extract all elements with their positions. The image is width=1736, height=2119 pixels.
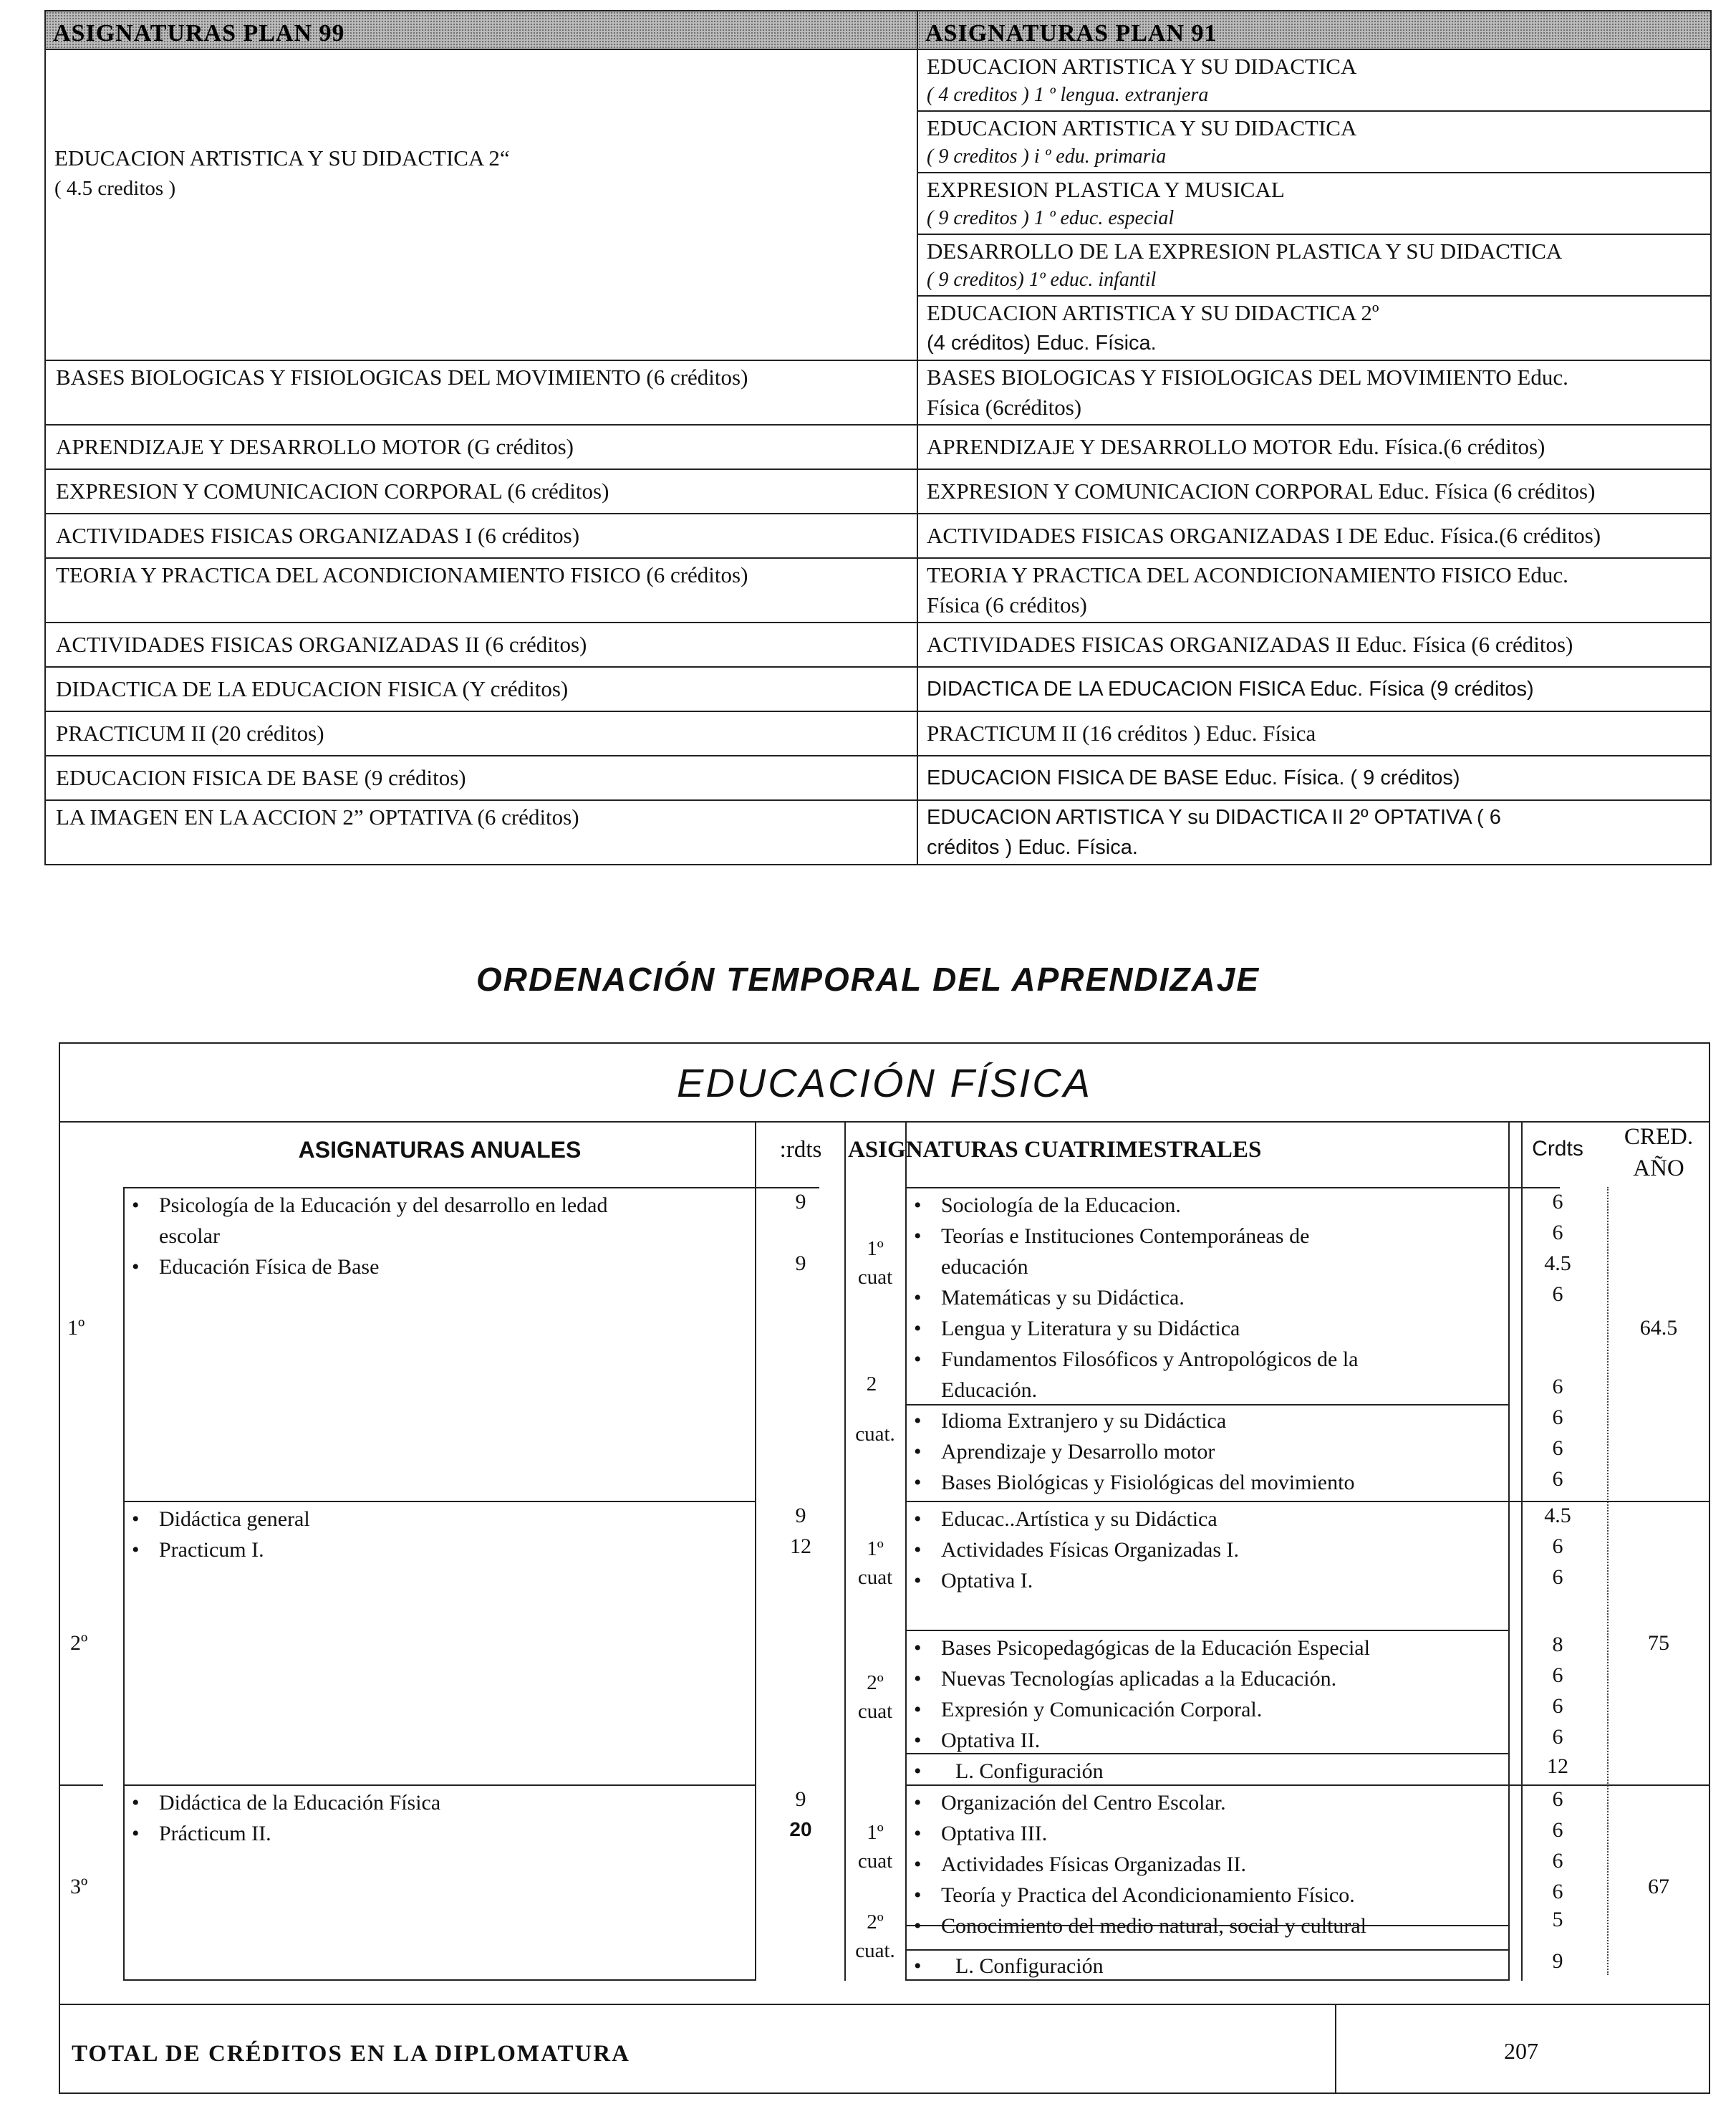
plan91-cell: DIDACTICA DE LA EDUCACION FISICA Educ. Física (9 créditos): [917, 667, 1711, 711]
credit-value: 6: [1552, 1663, 1563, 1687]
credit-value: 20: [789, 1818, 812, 1840]
plan99-cell: [45, 49, 917, 360]
equivalence-row: [45, 756, 1711, 800]
cuat-text: cuat: [857, 1850, 893, 1873]
equivalence-header-row: [45, 11, 1711, 49]
divider: [905, 1501, 1709, 1502]
list-item: • Actividades Físicas Organizadas II.: [907, 1849, 1355, 1880]
list-item: • Teoría y Practica del Acondicionamiento Físico.: [907, 1880, 1355, 1911]
cuatrimestre-list: [907, 1787, 1355, 1911]
plan91-cell: [917, 558, 1711, 623]
header-plan-91: ASIGNATURAS PLAN 91: [917, 11, 1711, 49]
credit-value: 9: [795, 1787, 806, 1811]
equivalence-row: [45, 711, 1711, 756]
plan99-cell: ACTIVIDADES FISICAS ORGANIZADAS I (6 créditos): [45, 514, 917, 558]
credit-value: 9: [795, 1190, 806, 1214]
subject-title: EDUCACION ARTISTICA Y SU DIDACTICA: [927, 54, 1357, 79]
cuat-number: 1º: [867, 1537, 884, 1560]
subject-title: EXPRESION PLASTICA Y MUSICAL: [927, 177, 1285, 202]
plan91-cell: [917, 800, 1711, 865]
cuatrimestre-label: [847, 1420, 904, 1448]
list-item-continued: Educación.: [941, 1378, 1038, 1402]
cuatrimestre-label: [847, 1370, 897, 1398]
list-item: • Idioma Extranjero y su Didáctica: [907, 1406, 1354, 1436]
equivalence-row: [45, 558, 1711, 623]
credit-value: 6: [1552, 1436, 1563, 1460]
credit-value: 8: [1552, 1633, 1563, 1656]
annual-list: [125, 1504, 310, 1565]
credit-value: 6: [1552, 1282, 1563, 1306]
cuat-number: 1º: [867, 1237, 884, 1260]
divider: [905, 1630, 1510, 1631]
list-item: • L. Configuración: [907, 1756, 1370, 1787]
subject-title: EDUCACION ARTISTICA Y su DIDACTICA II 2º OPTATIVA ( 6: [927, 806, 1501, 829]
list-item-continued: educación: [941, 1255, 1028, 1279]
cred-label: CRED.: [1624, 1124, 1694, 1150]
divider: [123, 1187, 125, 1979]
list-item: • Prácticum II.: [125, 1818, 440, 1849]
year-label: 1º: [67, 1316, 85, 1340]
list-item: • Nuevas Tecnologías aplicadas a la Educación.: [907, 1663, 1370, 1694]
equivalence-row: [45, 360, 1711, 425]
divider: [60, 1784, 103, 1786]
list-item: • Practicum I.: [125, 1534, 310, 1565]
credit-value: 6: [1552, 1818, 1563, 1842]
credit-value: 6: [1552, 1375, 1563, 1398]
credit-value: 12: [790, 1534, 811, 1558]
total-credits-label: TOTAL DE CRÉDITOS EN LA DIPLOMATURA: [72, 2041, 630, 2067]
cuat-number: 1º: [867, 1821, 884, 1844]
credit-value: 6: [1552, 1190, 1563, 1214]
subject-title: EDUCACION ARTISTICA Y SU DIDACTICA 2“: [54, 145, 510, 170]
subject-title: DESARROLLO DE LA EXPRESION PLASTICA Y SU DIDACTICA: [927, 239, 1563, 264]
list-item: • Optativa III.: [907, 1818, 1355, 1849]
plan91-cell: [917, 360, 1711, 425]
list-item: • Psicología de la Educación y del desarrollo en ledad: [125, 1190, 607, 1221]
year-label: AÑO: [1633, 1155, 1684, 1181]
plan99-cell: PRACTICUM II (20 créditos): [45, 711, 917, 756]
credit-value: 6: [1552, 1565, 1563, 1589]
list-item: • Organización del Centro Escolar.: [907, 1787, 1355, 1818]
year-label: 3º: [70, 1875, 88, 1898]
cuat-text: cuat: [857, 1266, 893, 1289]
cuatrimestre-label: [847, 1908, 904, 1965]
subject-credits: ( 4 creditos ) 1 º lengua. extranjera: [927, 84, 1209, 106]
annual-list: [125, 1787, 440, 1849]
list-item: [907, 1375, 1358, 1406]
list-item: [907, 1251, 1358, 1282]
cuat-number: 2º: [867, 1671, 884, 1694]
list-item: • Didáctica general: [125, 1504, 310, 1534]
cuatrimestre-list: [907, 1911, 1366, 1941]
credit-value: 6: [1552, 1534, 1563, 1558]
plan91-cell: ACTIVIDADES FISICAS ORGANIZADAS I DE Educ. Física.(6 créditos): [917, 514, 1711, 558]
credit-value: 12: [1547, 1754, 1568, 1778]
col-header-credits-annual: :rdts: [779, 1137, 822, 1163]
cuat-text: cuat.: [855, 1423, 895, 1446]
list-item: • L. Configuración: [907, 1951, 1104, 1981]
subject-credits: ( 9 creditos ) i º edu. primaria: [927, 145, 1167, 168]
credit-value: 4.5: [1544, 1251, 1571, 1275]
plan91-cell: PRACTICUM II (16 créditos ) Educ. Física: [917, 711, 1711, 756]
list-item-continued: escolar: [159, 1224, 220, 1248]
subject-credits: (4 créditos) Educ. Física.: [927, 332, 1157, 355]
list-item: • Didáctica de la Educación Física: [125, 1787, 440, 1818]
credit-value: 6: [1552, 1694, 1563, 1718]
equivalence-row: [45, 425, 1711, 469]
cuat-text: cuat: [857, 1700, 893, 1723]
cuatrimestre-label: [847, 1534, 904, 1592]
list-item: • Sociología de la Educacion.: [907, 1190, 1358, 1221]
plan99-cell: BASES BIOLOGICAS Y FISIOLOGICAS DEL MOVIMIENTO (6 créditos): [45, 360, 917, 425]
list-item: • Optativa I.: [907, 1565, 1239, 1596]
credit-value: 6: [1552, 1406, 1563, 1429]
cuat-text: cuat.: [855, 1939, 895, 1962]
year-total: 67: [1648, 1875, 1669, 1898]
credit-value: 6: [1552, 1849, 1563, 1873]
cuat-number: 2: [866, 1373, 877, 1395]
subject-title: EDUCACION ARTISTICA Y SU DIDACTICA 2º: [927, 300, 1379, 325]
plan91-cell: [917, 111, 1711, 173]
subject-title: BASES BIOLOGICAS Y FISIOLOGICAS DEL MOVIMIENTO Educ.: [927, 365, 1568, 390]
header-plan-99: ASIGNATURAS PLAN 99: [45, 11, 917, 49]
subject-title: EDUCACION ARTISTICA Y SU DIDACTICA: [927, 115, 1357, 140]
divider: [60, 2004, 1709, 2005]
plan99-cell: EDUCACION FISICA DE BASE (9 créditos): [45, 756, 917, 800]
plan99-cell: DIDACTICA DE LA EDUCACION FISICA (Y créditos): [45, 667, 917, 711]
divider: [125, 1187, 819, 1188]
credit-value: 4.5: [1544, 1504, 1571, 1527]
divider: [1508, 1121, 1510, 1981]
plan99-cell: ACTIVIDADES FISICAS ORGANIZADAS II (6 créditos): [45, 623, 917, 667]
plan91-cell: ACTIVIDADES FISICAS ORGANIZADAS II Educ. Física (6 créditos): [917, 623, 1711, 667]
plan91-cell: [917, 49, 1711, 111]
credit-value: 9: [795, 1504, 806, 1527]
list-item: [125, 1221, 607, 1251]
plan99-cell: APRENDIZAJE Y DESARROLLO MOTOR (G créditos): [45, 425, 917, 469]
divider: [123, 1979, 756, 1981]
equivalence-row: [45, 667, 1711, 711]
list-item: • Educac..Artística y su Didáctica: [907, 1504, 1239, 1534]
plan91-cell: [917, 234, 1711, 296]
equivalence-table: [44, 10, 1712, 865]
list-item: • Matemáticas y su Didáctica.: [907, 1282, 1358, 1313]
cuatrimestre-list: [907, 1504, 1239, 1596]
subject-credits: ( 4.5 creditos ): [54, 177, 176, 200]
subject-credits: ( 9 creditos) 1º educ. infantil: [927, 269, 1157, 291]
credit-value: 9: [1552, 1949, 1563, 1973]
equivalence-row: [45, 623, 1711, 667]
subject-credits: Física (6 créditos): [927, 592, 1087, 618]
list-item: • Optativa II.: [907, 1725, 1370, 1756]
section-heading: ORDENACIÓN TEMPORAL DEL APRENDIZAJE: [476, 961, 1260, 998]
plan91-cell: APRENDIZAJE Y DESARROLLO MOTOR Edu. Física.(6 créditos): [917, 425, 1711, 469]
divider: [60, 1121, 1709, 1123]
equivalence-row: [45, 469, 1711, 514]
cuatrimestre-list: [907, 1951, 1104, 1981]
cuatrimestre-label: [847, 1668, 904, 1726]
year-label: 2º: [70, 1631, 88, 1655]
year-total: 64.5: [1639, 1316, 1678, 1340]
list-item: • Conocimiento del medio natural, social y cultural: [907, 1911, 1366, 1941]
cuatrimestre-label: [847, 1818, 904, 1875]
list-item: • Fundamentos Filosóficos y Antropológicos de la: [907, 1344, 1358, 1375]
cuatrimestre-label: [847, 1234, 904, 1292]
list-item: • Teorías e Instituciones Contemporáneas de: [907, 1221, 1358, 1251]
plan91-cell: [917, 296, 1711, 360]
divider: [123, 1784, 756, 1786]
credit-value: 5: [1552, 1908, 1563, 1931]
col-header-annual: ASIGNATURAS ANUALES: [298, 1137, 582, 1163]
subject-title: TEORIA Y PRACTICA DEL ACONDICIONAMIENTO FISICO Educ.: [927, 562, 1568, 587]
total-credits-value: 207: [1504, 2038, 1538, 2064]
col-header-credits-year: [1609, 1121, 1709, 1184]
plan99-cell: EXPRESION Y COMUNICACION CORPORAL (6 créditos): [45, 469, 917, 514]
cuatrimestre-list: [907, 1633, 1370, 1787]
plan99-cell: LA IMAGEN EN LA ACCION 2” OPTATIVA (6 créditos): [45, 800, 917, 865]
list-item: • Expresión y Comunicación Corporal.: [907, 1694, 1370, 1725]
plan91-cell: EXPRESION Y COMUNICACION CORPORAL Educ. Física (6 créditos): [917, 469, 1711, 514]
divider: [1607, 1187, 1609, 1975]
credit-value: 6: [1552, 1221, 1563, 1244]
col-header-credits-cuatri: Crdts: [1532, 1137, 1583, 1161]
list-item: • Educación Física de Base: [125, 1251, 607, 1282]
plan91-cell: EDUCACION FISICA DE BASE Educ. Física. ( 9 créditos): [917, 756, 1711, 800]
credit-value: 9: [795, 1251, 806, 1275]
plan91-cell: [917, 173, 1711, 234]
credit-value: 6: [1552, 1880, 1563, 1903]
credit-value: 6: [1552, 1725, 1563, 1749]
list-item: • Bases Psicopedagógicas de la Educación Especial: [907, 1633, 1370, 1663]
equivalence-row: [45, 800, 1711, 865]
cuatrimestre-list: [907, 1190, 1358, 1406]
year-total: 75: [1648, 1631, 1669, 1655]
cuatrimestre-list: [907, 1406, 1354, 1498]
plan99-cell: TEORIA Y PRACTICA DEL ACONDICIONAMIENTO FISICO (6 créditos): [45, 558, 917, 623]
divider: [123, 1501, 756, 1502]
subject-credits: ( 9 creditos ) 1 º educ. especial: [927, 207, 1175, 229]
annual-list: [125, 1190, 607, 1282]
credit-value: 6: [1552, 1787, 1563, 1811]
cuat-number: 2º: [867, 1911, 884, 1933]
subject-credits: créditos ) Educ. Física.: [927, 836, 1138, 859]
list-item: • Lengua y Literatura y su Didáctica: [907, 1313, 1358, 1344]
divider: [905, 1187, 1560, 1188]
study-plan-table: [59, 1042, 1710, 2094]
list-item: • Aprendizaje y Desarrollo motor: [907, 1436, 1354, 1467]
col-header-cuatrimestral: ASIGNATURAS CUATRIMESTRALES: [848, 1137, 1262, 1163]
list-item: • Actividades Físicas Organizadas I.: [907, 1534, 1239, 1565]
equivalence-row: [45, 49, 1711, 111]
list-item: • Bases Biológicas y Fisiológicas del movimiento: [907, 1467, 1354, 1498]
subject-credits: Física (6créditos): [927, 395, 1082, 420]
cuat-text: cuat: [857, 1566, 893, 1589]
plan-title: EDUCACIÓN FÍSICA: [676, 1060, 1093, 1105]
credit-value: 6: [1552, 1467, 1563, 1491]
equivalence-row: [45, 514, 1711, 558]
